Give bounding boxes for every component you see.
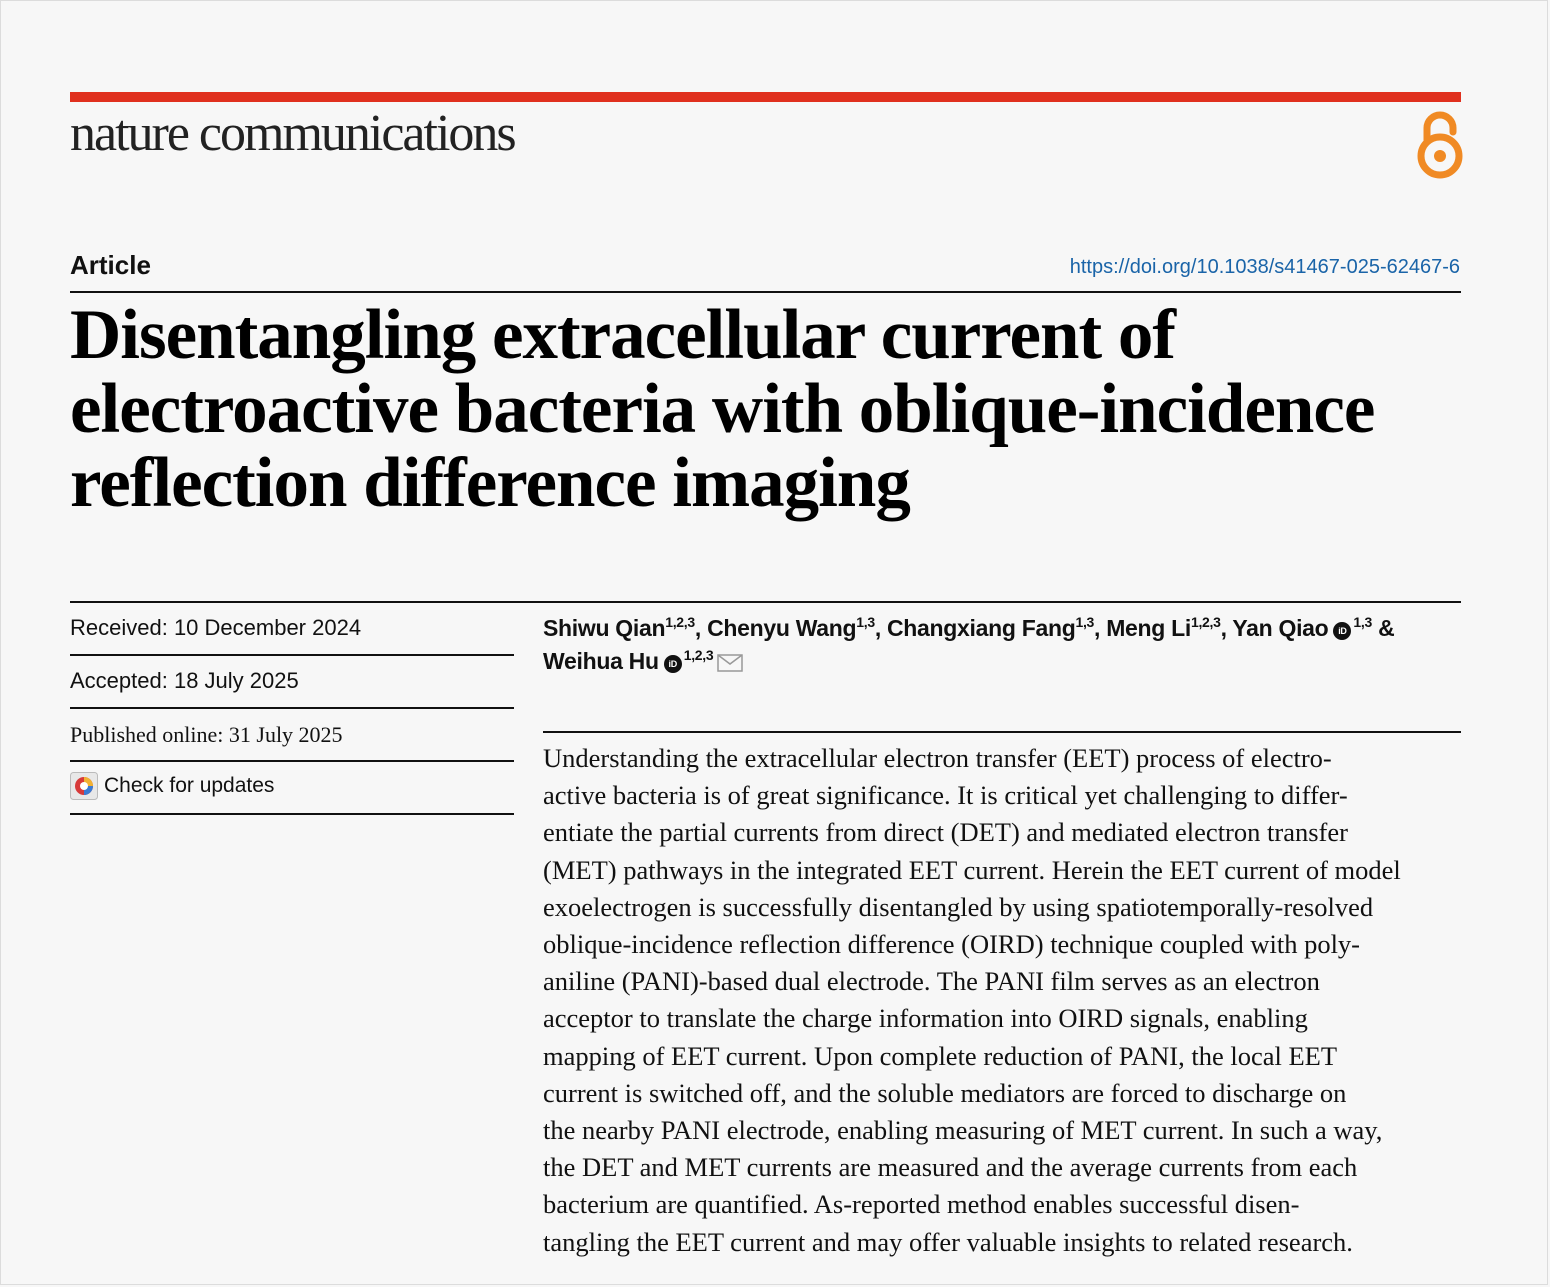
- abstract-line: oblique-incidence reflection difference (OIRD) technique coupled with poly-: [543, 929, 1361, 960]
- check-updates-icon: [70, 772, 98, 800]
- abstract-line: current is switched off, and the soluble mediators are forced to discharge on: [543, 1077, 1347, 1108]
- author-list: Shiwu Qian$^{1,2,3}$, Chenyu Wang$^{1,3}$, Changxiang Fang$^{1,3}$, Meng Li$^{1,2,3}$, Yan Qiao iD$^{1,3}$ & Weihua Hu iD$^{1,2,3}$: [543, 614, 1395, 674]
- abstract-line: mapping of EET current. Upon complete reduction of PANI, the local EET: [543, 1040, 1338, 1071]
- open-access-icon: [1415, 108, 1465, 180]
- author-name[interactable]: Yan Qiao iD$^{1,3}$: [1232, 614, 1372, 641]
- journal-name[interactable]: nature communications: [70, 105, 515, 162]
- author-name[interactable]: Chenyu Wang$^{1,3}$: [707, 614, 875, 641]
- abstract-line: bacterium are quantified. As-reported method enables successful disen-: [543, 1189, 1300, 1220]
- check-for-updates-button[interactable]: [70, 772, 274, 800]
- email-icon[interactable]: [717, 653, 743, 673]
- title-top-rule: [70, 291, 1461, 293]
- meta-divider: [70, 813, 514, 815]
- check-updates-label: Check for updates: [104, 774, 275, 797]
- title-line: electroactive bacteria with oblique-incidence: [70, 370, 1375, 448]
- orcid-icon[interactable]: iD: [664, 655, 682, 673]
- meta-divider: [70, 654, 514, 656]
- abstract-line: tangling the EET current and may offer valuable insights to related research.: [543, 1226, 1353, 1257]
- abstract-line: (MET) pathways in the integrated EET current. Herein the EET current of model: [543, 854, 1401, 885]
- abstract-line: exoelectrogen is successfully disentangled by using spatiotemporally-resolved: [543, 891, 1374, 922]
- abstract-top-rule: [543, 731, 1461, 733]
- article-title: [70, 298, 1470, 520]
- article-type-label: Article: [70, 250, 151, 280]
- meta-divider: [70, 707, 514, 709]
- journal-accent-bar: [70, 92, 1461, 102]
- author-name[interactable]: Weihua Hu iD$^{1,2,3}$: [543, 647, 714, 674]
- abstract-line: Understanding the extracellular electron transfer (EET) process of electro-: [543, 743, 1332, 773]
- accepted-date: Accepted: 18 July 2025: [70, 668, 299, 693]
- author-name[interactable]: Shiwu Qian$^{1,2,3}$: [543, 614, 695, 641]
- abstract-line: active bacteria is of great significance. It is critical yet challenging to differ-: [543, 780, 1348, 811]
- title-line: reflection difference imaging: [70, 444, 910, 522]
- abstract-line: entiate the partial currents from direct (DET) and mediated electron transfer: [543, 817, 1348, 848]
- abstract-line: the nearby PANI electrode, enabling measuring of MET current. In such a way,: [543, 1115, 1383, 1146]
- orcid-icon[interactable]: iD: [1333, 622, 1351, 640]
- doi-link[interactable]: https://doi.org/10.1038/s41467-025-62467-6: [1069, 256, 1460, 278]
- abstract-line: the DET and MET currents are measured and the average currents from each: [543, 1152, 1358, 1183]
- abstract: [543, 740, 1463, 1261]
- author-name[interactable]: Changxiang Fang$^{1,3}$: [887, 614, 1095, 641]
- meta-divider: [70, 760, 514, 762]
- received-date: Received: 10 December 2024: [70, 615, 362, 640]
- title-line: Disentangling extracellular current of: [70, 296, 1176, 374]
- published-date: Published online: 31 July 2025: [70, 722, 343, 747]
- author-name[interactable]: Meng Li$^{1,2,3}$: [1106, 614, 1221, 641]
- meta-top-rule: [70, 601, 1461, 603]
- abstract-line: aniline (PANI)-based dual electrode. The PANI film serves as an electron: [543, 966, 1320, 997]
- abstract-line: acceptor to translate the charge information into OIRD signals, enabling: [543, 1003, 1308, 1034]
